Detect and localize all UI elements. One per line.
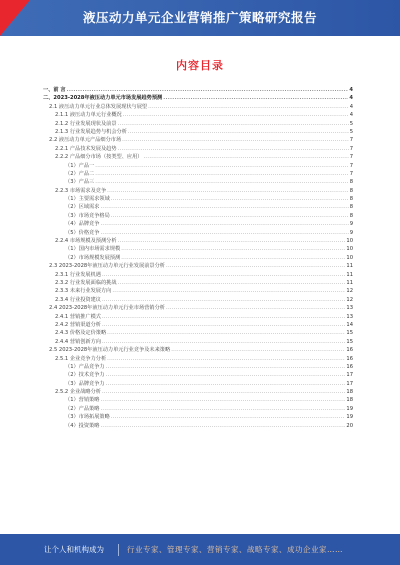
page-footer bbox=[0, 534, 400, 565]
toc-entry[interactable] bbox=[43, 120, 353, 128]
toc-leader-dots bbox=[111, 212, 349, 220]
toc-leader-dots bbox=[123, 111, 349, 119]
toc-entry-page: 13 bbox=[346, 305, 353, 312]
toc-entry-label: 2.4.2 营销渠道分析 bbox=[55, 321, 101, 328]
toc-entry-label: （5）价格竞争 bbox=[65, 229, 100, 236]
toc-entry-label: 2.5 2023-2028年液压动力单元行业竞争及未来策略 bbox=[49, 347, 171, 354]
toc-entry-label: 2.2 液压动力单元产品细分市场 bbox=[49, 137, 122, 144]
toc-entry[interactable] bbox=[43, 287, 353, 295]
toc-entry[interactable] bbox=[43, 229, 353, 237]
report-title: 液压动力单元企业营销推广策略研究报告 bbox=[82, 10, 317, 25]
toc-entry-page: 18 bbox=[346, 397, 353, 404]
toc-leader-dots bbox=[121, 245, 345, 253]
toc-leader-dots bbox=[107, 187, 349, 195]
toc-entry-label: 2.1 液压动力单元行业总体发展现状与展望 bbox=[49, 103, 148, 110]
toc-entry-page: 7 bbox=[349, 170, 353, 177]
toc-entry-label: 二、2023-2028年液压动力单元市场发展趋势预测 bbox=[43, 95, 163, 102]
toc-entry-page: 7 bbox=[349, 154, 353, 161]
toc-entry-label: 2.1.3 行业发展趋势与机会分析 bbox=[55, 128, 127, 135]
toc-entry-page: 7 bbox=[349, 137, 353, 144]
toc-entry-page: 9 bbox=[349, 221, 353, 228]
toc-entry[interactable] bbox=[43, 296, 353, 304]
toc-entry[interactable] bbox=[43, 162, 353, 170]
toc-entry[interactable] bbox=[43, 422, 353, 430]
toc-entry-page: 8 bbox=[349, 187, 353, 194]
toc-entry-label: 2.5.1 企业竞争力分析 bbox=[55, 355, 107, 362]
toc-entry-label: 2.1.1 液压动力单元行业概况 bbox=[55, 112, 122, 119]
toc-entry-page: 5 bbox=[349, 128, 353, 135]
toc-leader-dots bbox=[95, 178, 348, 186]
toc-entry-page: 17 bbox=[346, 380, 353, 387]
toc-entry-label: （2）区域需求 bbox=[65, 204, 100, 211]
toc-heading: 内容目录 bbox=[176, 59, 224, 72]
toc-entry-page: 8 bbox=[349, 204, 353, 211]
toc-entry-label: 2.3 2023-2028年液压动力单元行业发展前景分析 bbox=[49, 263, 165, 270]
toc-entry-label: （3）市场拓展策略 bbox=[65, 414, 110, 421]
toc-entry-page: 7 bbox=[349, 162, 353, 169]
toc-entry-page: 9 bbox=[349, 229, 353, 236]
toc-entry-label: （3）市场竞争格局 bbox=[65, 212, 110, 219]
toc-entry[interactable] bbox=[43, 304, 353, 312]
toc-entry-page: 14 bbox=[346, 321, 353, 328]
toc-leader-dots bbox=[100, 422, 345, 430]
toc-entry-page: 18 bbox=[346, 389, 353, 396]
toc-entry-page: 11 bbox=[346, 263, 353, 270]
toc-entry-page: 4 bbox=[349, 103, 353, 110]
toc-entry-page: 10 bbox=[346, 254, 353, 261]
toc-entry-page: 15 bbox=[346, 338, 353, 345]
toc-entry-page: 17 bbox=[346, 372, 353, 379]
toc-entry-page: 13 bbox=[346, 313, 353, 320]
toc-leader-dots bbox=[106, 363, 346, 371]
toc-entry[interactable] bbox=[43, 262, 353, 270]
toc-leader-dots bbox=[100, 229, 348, 237]
toc-entry-label: （3）品牌竞争力 bbox=[65, 380, 105, 387]
toc-entry-page: 19 bbox=[346, 405, 353, 412]
toc-leader-dots bbox=[100, 405, 345, 413]
toc-entry-page: 4 bbox=[349, 87, 353, 93]
toc-entry-page: 19 bbox=[346, 414, 353, 421]
toc-entry[interactable] bbox=[43, 413, 353, 421]
toc-entry-label: 2.4.4 营销创新方向 bbox=[55, 338, 101, 345]
toc-leader-dots bbox=[163, 94, 348, 102]
toc-entry[interactable] bbox=[43, 363, 353, 371]
toc-entry[interactable] bbox=[43, 380, 353, 388]
toc-leader-dots bbox=[102, 296, 345, 304]
toc-entry-page: 12 bbox=[346, 288, 353, 295]
toc-entry-page: 10 bbox=[346, 246, 353, 253]
toc-leader-dots bbox=[102, 338, 345, 346]
toc-entry-label: （1）营销策略 bbox=[65, 397, 100, 404]
toc-entry[interactable] bbox=[43, 212, 353, 220]
toc-entry-label: （4）投资策略 bbox=[65, 422, 100, 429]
toc-entry-page: 8 bbox=[349, 179, 353, 186]
toc-entry-label: 2.2.4 市场规模及预测分析 bbox=[55, 238, 117, 245]
toc-leader-dots bbox=[128, 128, 349, 136]
toc-entry[interactable] bbox=[43, 187, 353, 195]
toc-entry-label: （2）产品策略 bbox=[65, 405, 100, 412]
toc-leader-dots bbox=[102, 321, 345, 329]
footer-slogan-left: 让个人和机构成为 bbox=[44, 545, 104, 554]
toc-entry-label: 2.2.1 产品技术发展及趋势 bbox=[55, 145, 117, 152]
toc-leader-dots bbox=[106, 380, 346, 388]
toc-entry[interactable] bbox=[43, 195, 353, 203]
toc-entry[interactable] bbox=[43, 237, 353, 245]
toc-leader-dots bbox=[100, 220, 348, 228]
toc-entry[interactable] bbox=[43, 220, 353, 228]
toc-entry[interactable] bbox=[43, 346, 353, 354]
table-of-contents bbox=[43, 86, 353, 430]
toc-leader-dots bbox=[118, 237, 346, 245]
toc-entry-page: 16 bbox=[346, 355, 353, 362]
toc-entry[interactable] bbox=[43, 371, 353, 379]
toc-leader-dots bbox=[121, 254, 345, 262]
toc-leader-dots bbox=[171, 346, 345, 354]
toc-entry[interactable] bbox=[43, 128, 353, 136]
toc-entry-label: （2）市场规模发展预测 bbox=[65, 254, 121, 261]
toc-entry[interactable] bbox=[43, 103, 353, 111]
toc-entry-label: （1）产品竞争力 bbox=[65, 363, 105, 370]
toc-entry-page: 16 bbox=[346, 347, 353, 354]
toc-leader-dots bbox=[166, 262, 345, 270]
toc-leader-dots bbox=[143, 153, 348, 161]
toc-entry[interactable] bbox=[43, 329, 353, 337]
toc-entry-label: 2.3.3 未来行业发展方向 bbox=[55, 288, 112, 295]
toc-entry-page: 5 bbox=[349, 120, 353, 127]
toc-entry-label: 2.5.2 企业战略分析 bbox=[55, 389, 101, 396]
toc-leader-dots bbox=[148, 103, 349, 111]
toc-entry-page: 8 bbox=[349, 196, 353, 203]
toc-leader-dots bbox=[122, 136, 349, 144]
toc-entry-label: （4）品牌竞争 bbox=[65, 221, 100, 228]
toc-leader-dots bbox=[106, 371, 346, 379]
toc-entry-label: （1）产品一 bbox=[65, 162, 95, 169]
report-header bbox=[0, 0, 400, 36]
toc-leader-dots bbox=[95, 170, 348, 178]
toc-entry-page: 10 bbox=[346, 238, 353, 245]
toc-entry-label: （2）技术竞争力 bbox=[65, 372, 105, 379]
toc-entry[interactable] bbox=[43, 111, 353, 119]
toc-leader-dots bbox=[118, 145, 349, 153]
toc-entry[interactable] bbox=[43, 145, 353, 153]
toc-entry-page: 15 bbox=[346, 330, 353, 337]
toc-entry[interactable] bbox=[43, 313, 353, 321]
toc-entry-label: 一、前 言 bbox=[43, 87, 66, 93]
toc-leader-dots bbox=[118, 120, 349, 128]
toc-entry-label: 2.3.4 行业投资建议 bbox=[55, 296, 101, 303]
toc-leader-dots bbox=[111, 195, 349, 203]
toc-entry[interactable] bbox=[43, 178, 353, 186]
toc-entry-page: 20 bbox=[346, 422, 353, 429]
toc-entry-label: （2）产品二 bbox=[65, 170, 95, 177]
toc-entry[interactable] bbox=[43, 203, 353, 211]
toc-entry[interactable] bbox=[43, 245, 353, 253]
toc-leader-dots bbox=[102, 271, 345, 279]
toc-entry-page: 16 bbox=[346, 363, 353, 370]
toc-entry[interactable] bbox=[43, 321, 353, 329]
footer-divider bbox=[118, 544, 119, 556]
toc-entry[interactable] bbox=[43, 254, 353, 262]
toc-entry-label: 2.2.3 市场需求及竞争 bbox=[55, 187, 107, 194]
toc-leader-dots bbox=[100, 396, 345, 404]
toc-entry-page: 11 bbox=[346, 271, 353, 278]
toc-entry-label: （1）国内市场需求规模 bbox=[65, 246, 121, 253]
toc-entry-label: 2.3.1 行业发展机遇 bbox=[55, 271, 101, 278]
toc-entry-label: 2.3.2 行业发展面临的挑战 bbox=[55, 279, 117, 286]
toc-entry-label: 2.4.3 价格及定价策略 bbox=[55, 330, 107, 337]
toc-entry-label: （3）产品三 bbox=[65, 179, 95, 186]
toc-entry[interactable] bbox=[43, 405, 353, 413]
toc-entry[interactable] bbox=[43, 136, 353, 144]
toc-entry-label: 2.2.2 产品细分市场（按类型、应用） bbox=[55, 154, 143, 161]
toc-leader-dots bbox=[67, 86, 349, 94]
toc-leader-dots bbox=[166, 304, 345, 312]
toc-entry[interactable] bbox=[43, 279, 353, 287]
toc-leader-dots bbox=[102, 388, 345, 396]
toc-entry-page: 4 bbox=[349, 95, 353, 102]
toc-entry-page: 4 bbox=[349, 112, 353, 119]
footer-slogan-right: 行业专家、管理专家、营销专家、战略专家、成功企业家…… bbox=[127, 545, 343, 554]
toc-leader-dots bbox=[118, 279, 346, 287]
toc-entry-page: 8 bbox=[349, 212, 353, 219]
toc-entry[interactable] bbox=[43, 153, 353, 161]
toc-entry-label: 2.4 2023-2028年液压动力单元行业市场营销分析 bbox=[49, 305, 165, 312]
toc-entry-label: 2.1.2 行业发展现状及前景 bbox=[55, 120, 117, 127]
toc-leader-dots bbox=[107, 355, 345, 363]
toc-leader-dots bbox=[95, 162, 348, 170]
toc-entry-label: 2.4.1 营销推广模式 bbox=[55, 313, 101, 320]
toc-leader-dots bbox=[107, 329, 345, 337]
toc-leader-dots bbox=[111, 413, 346, 421]
toc-leader-dots bbox=[100, 203, 348, 211]
toc-leader-dots bbox=[112, 287, 345, 295]
toc-leader-dots bbox=[102, 313, 345, 321]
toc-entry[interactable] bbox=[43, 170, 353, 178]
toc-entry[interactable] bbox=[43, 94, 353, 102]
toc-entry-page: 7 bbox=[349, 145, 353, 152]
toc-entry[interactable] bbox=[43, 86, 353, 94]
toc-entry-page: 11 bbox=[346, 279, 353, 286]
toc-entry-page: 12 bbox=[346, 296, 353, 303]
toc-entry[interactable] bbox=[43, 271, 353, 279]
toc-entry[interactable] bbox=[43, 396, 353, 404]
toc-entry[interactable] bbox=[43, 355, 353, 363]
toc-entry[interactable] bbox=[43, 338, 353, 346]
toc-entry[interactable] bbox=[43, 388, 353, 396]
toc-entry-label: （1）主要需求领域 bbox=[65, 196, 110, 203]
